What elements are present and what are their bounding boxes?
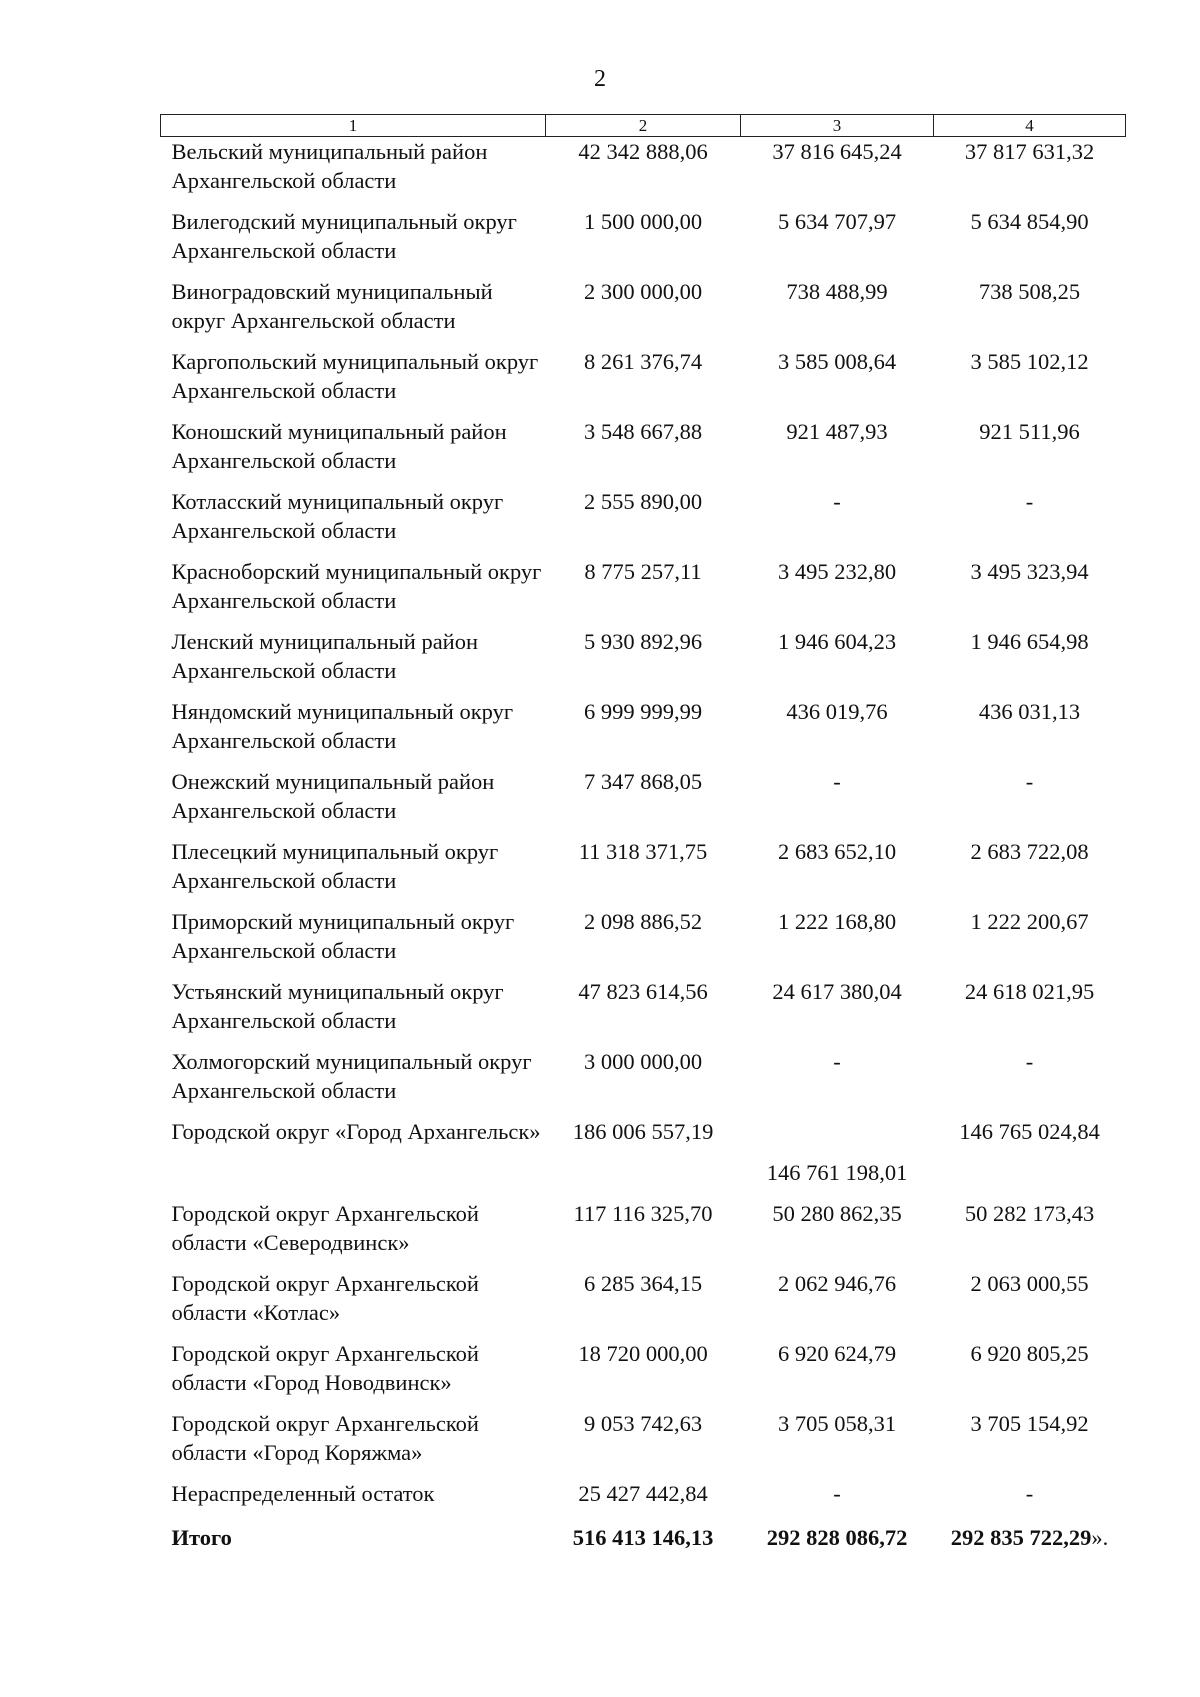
column-header-1: 1 bbox=[161, 115, 546, 137]
column-header-3: 3 bbox=[741, 115, 934, 137]
municipality-name: Приморский муниципальный округ Архангельской области bbox=[171, 909, 515, 963]
municipality-name: Плесецкий муниципальный округ Архангельской области bbox=[171, 839, 499, 893]
value-col-3: 50 280 862,35 bbox=[772, 1201, 902, 1226]
value-col-3: 921 487,93 bbox=[786, 419, 888, 444]
value-col-4: 3 585 102,12 bbox=[970, 349, 1089, 374]
total-col-4 bbox=[934, 1523, 1126, 1563]
table-row bbox=[161, 1117, 1126, 1199]
total-col-2: 516 413 146,13 bbox=[572, 1525, 714, 1550]
value-col-2: 3 000 000,00 bbox=[583, 1049, 703, 1074]
value-col-2: 9 053 742,63 bbox=[583, 1411, 703, 1436]
value-col-2: 2 098 886,52 bbox=[583, 909, 703, 934]
value-col-2: 8 775 257,11 bbox=[584, 559, 702, 584]
value-col-3: 24 617 380,04 bbox=[772, 979, 902, 1004]
table-row bbox=[161, 767, 1126, 837]
table-row bbox=[161, 417, 1126, 487]
value-col-3: - bbox=[833, 1481, 841, 1506]
table-row bbox=[161, 837, 1126, 907]
total-col-3: 292 828 086,72 bbox=[766, 1525, 908, 1550]
municipality-name: Городской округ Архангельской области «Город Новодвинск» bbox=[171, 1341, 479, 1395]
value-col-3: 738 488,99 bbox=[786, 279, 888, 304]
column-header-2: 2 bbox=[546, 115, 741, 137]
municipality-name: Котласский муниципальный округ Архангельской области bbox=[171, 489, 504, 543]
value-col-3: 1 946 604,23 bbox=[777, 629, 897, 654]
value-col-4: - bbox=[1025, 489, 1034, 514]
value-col-2: 5 930 892,96 bbox=[583, 629, 703, 654]
table-row bbox=[161, 1047, 1126, 1117]
table-row bbox=[161, 977, 1126, 1047]
table-row bbox=[161, 907, 1126, 977]
value-col-3: - bbox=[833, 1049, 841, 1074]
value-col-4: 921 511,96 bbox=[979, 419, 1080, 444]
municipality-name: Холмогорский муниципальный округ Архангельской области bbox=[171, 1049, 532, 1103]
value-col-2: 18 720 000,00 bbox=[578, 1341, 708, 1366]
municipality-name: Каргопольский муниципальный округ Архангельской области bbox=[171, 349, 539, 403]
table-row bbox=[161, 207, 1126, 277]
value-col-3: - bbox=[833, 489, 841, 514]
value-col-3: 3 705 058,31 bbox=[777, 1411, 897, 1436]
table-row bbox=[161, 697, 1126, 767]
municipality-name: Устьянский муниципальный округ Архангельской области bbox=[171, 979, 504, 1033]
value-col-2: 1 500 000,00 bbox=[583, 209, 703, 234]
value-col-4: 3 705 154,92 bbox=[970, 1411, 1089, 1436]
table-row bbox=[161, 557, 1126, 627]
value-col-4: 2 063 000,55 bbox=[970, 1271, 1089, 1296]
table-row bbox=[161, 1479, 1126, 1523]
value-col-4: - bbox=[1025, 1481, 1034, 1506]
table-row bbox=[161, 1339, 1126, 1409]
municipality-name: Городской округ Архангельской области «Город Коряжма» bbox=[171, 1411, 479, 1465]
value-col-3: 2 683 652,10 bbox=[777, 839, 897, 864]
value-col-3: - bbox=[833, 769, 841, 794]
value-col-4: 50 282 173,43 bbox=[964, 1201, 1095, 1226]
value-col-3: 1 222 168,80 bbox=[777, 909, 897, 934]
municipality-name: Городской округ Архангельской области «Северодвинск» bbox=[171, 1201, 479, 1255]
value-col-2: 3 548 667,88 bbox=[583, 419, 703, 444]
value-col-4: 436 031,13 bbox=[978, 699, 1081, 724]
table-row bbox=[161, 1199, 1126, 1269]
value-col-2: 2 555 890,00 bbox=[583, 489, 703, 514]
value-col-2: 7 347 868,05 bbox=[583, 769, 703, 794]
municipality-name: Виноградовский муниципальный округ Архангельской области bbox=[171, 279, 493, 333]
value-col-4: 5 634 854,90 bbox=[970, 209, 1089, 234]
value-col-4: 3 495 323,94 bbox=[970, 559, 1089, 584]
value-col-3: 37 816 645,24 bbox=[772, 139, 902, 164]
table-row bbox=[161, 1409, 1126, 1479]
municipality-name: Коношский муниципальный район Архангельской области bbox=[171, 419, 507, 473]
value-col-4: 146 765 024,84 bbox=[959, 1119, 1100, 1144]
municipality-name: Городской округ «Город Архангельск» bbox=[171, 1119, 541, 1144]
value-col-2: 2 300 000,00 bbox=[583, 279, 703, 304]
value-col-2: 25 427 442,84 bbox=[578, 1481, 708, 1506]
municipality-name: Городской округ Архангельской области «Котлас» bbox=[171, 1271, 479, 1325]
value-col-2: 6 999 999,99 bbox=[583, 699, 703, 724]
total-col-4-value: 292 835 722,29 bbox=[950, 1525, 1092, 1550]
value-col-4: 1 222 200,67 bbox=[970, 909, 1089, 934]
table-row bbox=[161, 137, 1126, 208]
table-row bbox=[161, 487, 1126, 557]
value-col-4: 24 618 021,95 bbox=[964, 979, 1095, 1004]
value-col-4: 1 946 654,98 bbox=[970, 629, 1089, 654]
value-col-3: 3 585 008,64 bbox=[777, 349, 897, 374]
value-col-4: - bbox=[1025, 1049, 1034, 1074]
municipality-name: Ленский муниципальный район Архангельской области bbox=[171, 629, 479, 683]
value-col-3: 5 634 707,97 bbox=[777, 209, 897, 234]
table-body bbox=[161, 137, 1126, 1564]
value-col-2: 42 342 888,06 bbox=[578, 139, 708, 164]
table-row bbox=[161, 277, 1126, 347]
municipality-name: Вилегодский муниципальный округ Архангельской области bbox=[171, 209, 517, 263]
municipality-name: Онежский муниципальный район Архангельской области bbox=[171, 769, 495, 823]
value-col-2: 11 318 371,75 bbox=[578, 839, 708, 864]
value-col-3: 6 920 624,79 bbox=[777, 1341, 897, 1366]
value-col-2: 117 116 325,70 bbox=[573, 1201, 713, 1226]
value-col-2: 6 285 364,15 bbox=[583, 1271, 703, 1296]
table-row bbox=[161, 347, 1126, 417]
value-col-4: 738 508,25 bbox=[978, 279, 1081, 304]
value-col-4: 37 817 631,32 bbox=[964, 139, 1095, 164]
municipality-name: Красноборский муниципальный округ Архангельской области bbox=[171, 559, 542, 613]
value-col-3: 3 495 232,80 bbox=[777, 559, 897, 584]
total-label: Итого bbox=[171, 1525, 232, 1550]
closing-quote-suffix: ». bbox=[1091, 1525, 1109, 1550]
value-col-4: - bbox=[1025, 769, 1034, 794]
value-col-4: 2 683 722,08 bbox=[970, 839, 1089, 864]
value-col-3: 2 062 946,76 bbox=[777, 1271, 897, 1296]
page-number: 2 bbox=[594, 66, 606, 92]
value-col-2: 47 823 614,56 bbox=[578, 979, 708, 1004]
municipality-name: Нераспределенный остаток bbox=[171, 1481, 435, 1506]
value-col-3: 436 019,76 bbox=[786, 699, 888, 724]
municipality-name: Няндомский муниципальный округ Архангельской области bbox=[171, 699, 514, 753]
value-col-4: 6 920 805,25 bbox=[970, 1341, 1089, 1366]
value-col-2: 8 261 376,74 bbox=[583, 349, 703, 374]
table-row bbox=[161, 1269, 1126, 1339]
allocation-table bbox=[160, 114, 1126, 1563]
table-row bbox=[161, 627, 1126, 697]
value-col-3: 146 761 198,01 bbox=[766, 1160, 908, 1185]
value-col-2: 186 006 557,19 bbox=[572, 1119, 714, 1144]
column-header-4: 4 bbox=[934, 115, 1126, 137]
table-header bbox=[161, 115, 1126, 137]
municipality-name: Вельский муниципальный район Архангельской области bbox=[171, 139, 488, 193]
total-row bbox=[161, 1523, 1126, 1563]
